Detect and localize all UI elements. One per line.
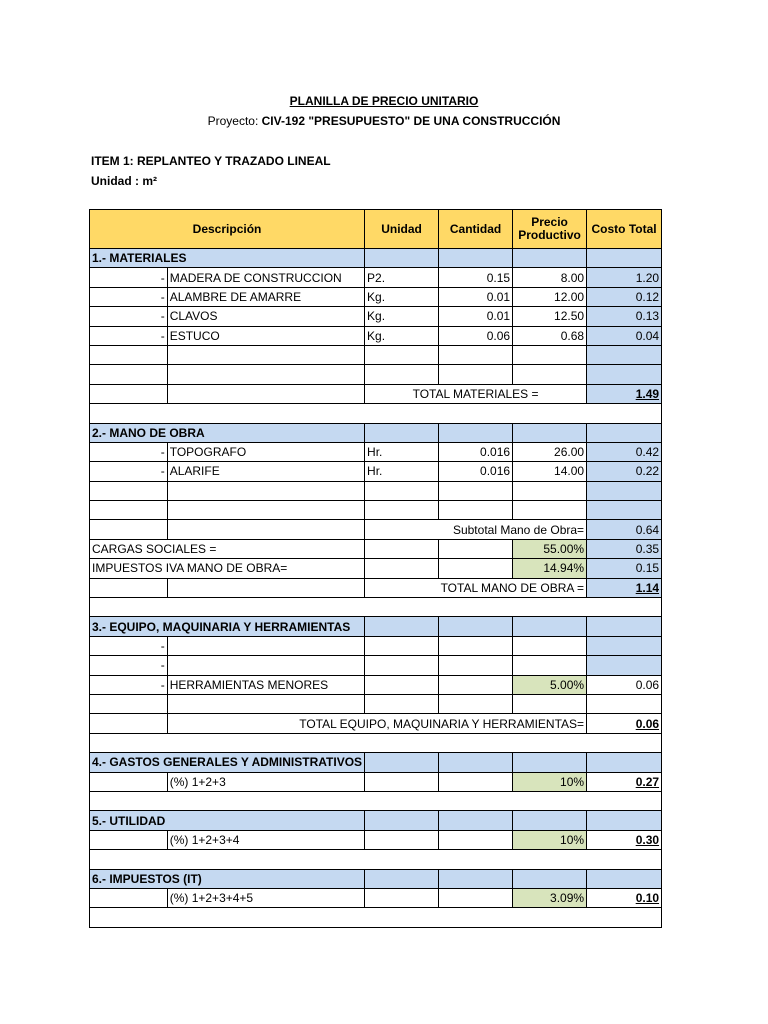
- total-materiales-row: TOTAL MATERIALES = 1.49: [90, 384, 662, 403]
- project-name: CIV-192 "PRESUPUESTO" DE UNA CONSTRUCCIÓN: [261, 114, 561, 128]
- empty-row: -: [90, 656, 662, 675]
- total-equipo-row: TOTAL EQUIPO, MAQUINARIA Y HERRAMIENTAS= 0.06: [90, 714, 662, 733]
- table-row: - ALARIFE Hr. 0.016 14.00 0.22: [90, 462, 662, 481]
- table-header: [90, 210, 662, 249]
- spacer-row: [90, 908, 662, 927]
- col-descripcion: Descripción: [90, 210, 365, 249]
- impuestos-iva-row: IMPUESTOS IVA MANO DE OBRA= 14.94% 0.15: [90, 559, 662, 578]
- section-mano-obra: 2.- MANO DE OBRA: [90, 423, 662, 442]
- spacer-row: [90, 733, 662, 752]
- col-cantidad: Cantidad: [439, 210, 513, 249]
- section-materiales: 1.- MATERIALES: [90, 249, 662, 268]
- col-unidad: Unidad: [365, 210, 439, 249]
- project-line: Proyecto: CIV-192 "PRESUPUESTO" DE UNA CONSTRUCCIÓN: [207, 114, 561, 128]
- spacer-row: [90, 404, 662, 423]
- table-row: - ESTUCO Kg. 0.06 0.68 0.04: [90, 326, 662, 345]
- subtotal-mano-obra-row: Subtotal Mano de Obra= 0.64: [90, 520, 662, 539]
- unit-price-table: [89, 209, 662, 928]
- empty-row: [90, 501, 662, 520]
- empty-row: [90, 345, 662, 364]
- cargas-sociales-row: CARGAS SOCIALES = 55.00% 0.35: [90, 539, 662, 558]
- impuestos-row: (%) 1+2+3+4+5 3.09% 0.10: [90, 888, 662, 907]
- table-row: - ALAMBRE DE AMARRE Kg. 0.01 12.00 0.12: [90, 287, 662, 306]
- empty-row: [90, 365, 662, 384]
- herramientas-menores-row: - HERRAMIENTAS MENORES 5.00% 0.06: [90, 675, 662, 694]
- spacer-row: [90, 791, 662, 810]
- col-costo: Costo Total: [587, 210, 662, 249]
- empty-row: [90, 481, 662, 500]
- col-precio: Precio Productivo: [513, 210, 587, 249]
- total-mano-obra-row: TOTAL MANO DE OBRA = 1.14: [90, 578, 662, 597]
- empty-row: -: [90, 636, 662, 655]
- section-gastos: 4.- GASTOS GENERALES Y ADMINISTRATIVOS: [90, 753, 662, 772]
- gastos-row: (%) 1+2+3 10% 0.27: [90, 772, 662, 791]
- spacer-row: [90, 598, 662, 617]
- sheet-title: PLANILLA DE PRECIO UNITARIO: [289, 94, 479, 108]
- item-unit: Unidad : m²: [91, 174, 157, 188]
- table-row: - TOPOGRAFO Hr. 0.016 26.00 0.42: [90, 442, 662, 461]
- item-title: ITEM 1: REPLANTEO Y TRAZADO LINEAL: [91, 154, 331, 168]
- utilidad-row: (%) 1+2+3+4 10% 0.30: [90, 830, 662, 849]
- empty-row: [90, 694, 662, 713]
- section-impuestos: 6.- IMPUESTOS (IT): [90, 869, 662, 888]
- table-row: - MADERA DE CONSTRUCCION P2. 0.15 8.00 1.20: [90, 268, 662, 287]
- section-equipo: 3.- EQUIPO, MAQUINARIA Y HERRAMIENTAS: [90, 617, 662, 636]
- spacer-row: [90, 850, 662, 869]
- table-row: - CLAVOS Kg. 0.01 12.50 0.13: [90, 307, 662, 326]
- section-utilidad: 5.- UTILIDAD: [90, 811, 662, 830]
